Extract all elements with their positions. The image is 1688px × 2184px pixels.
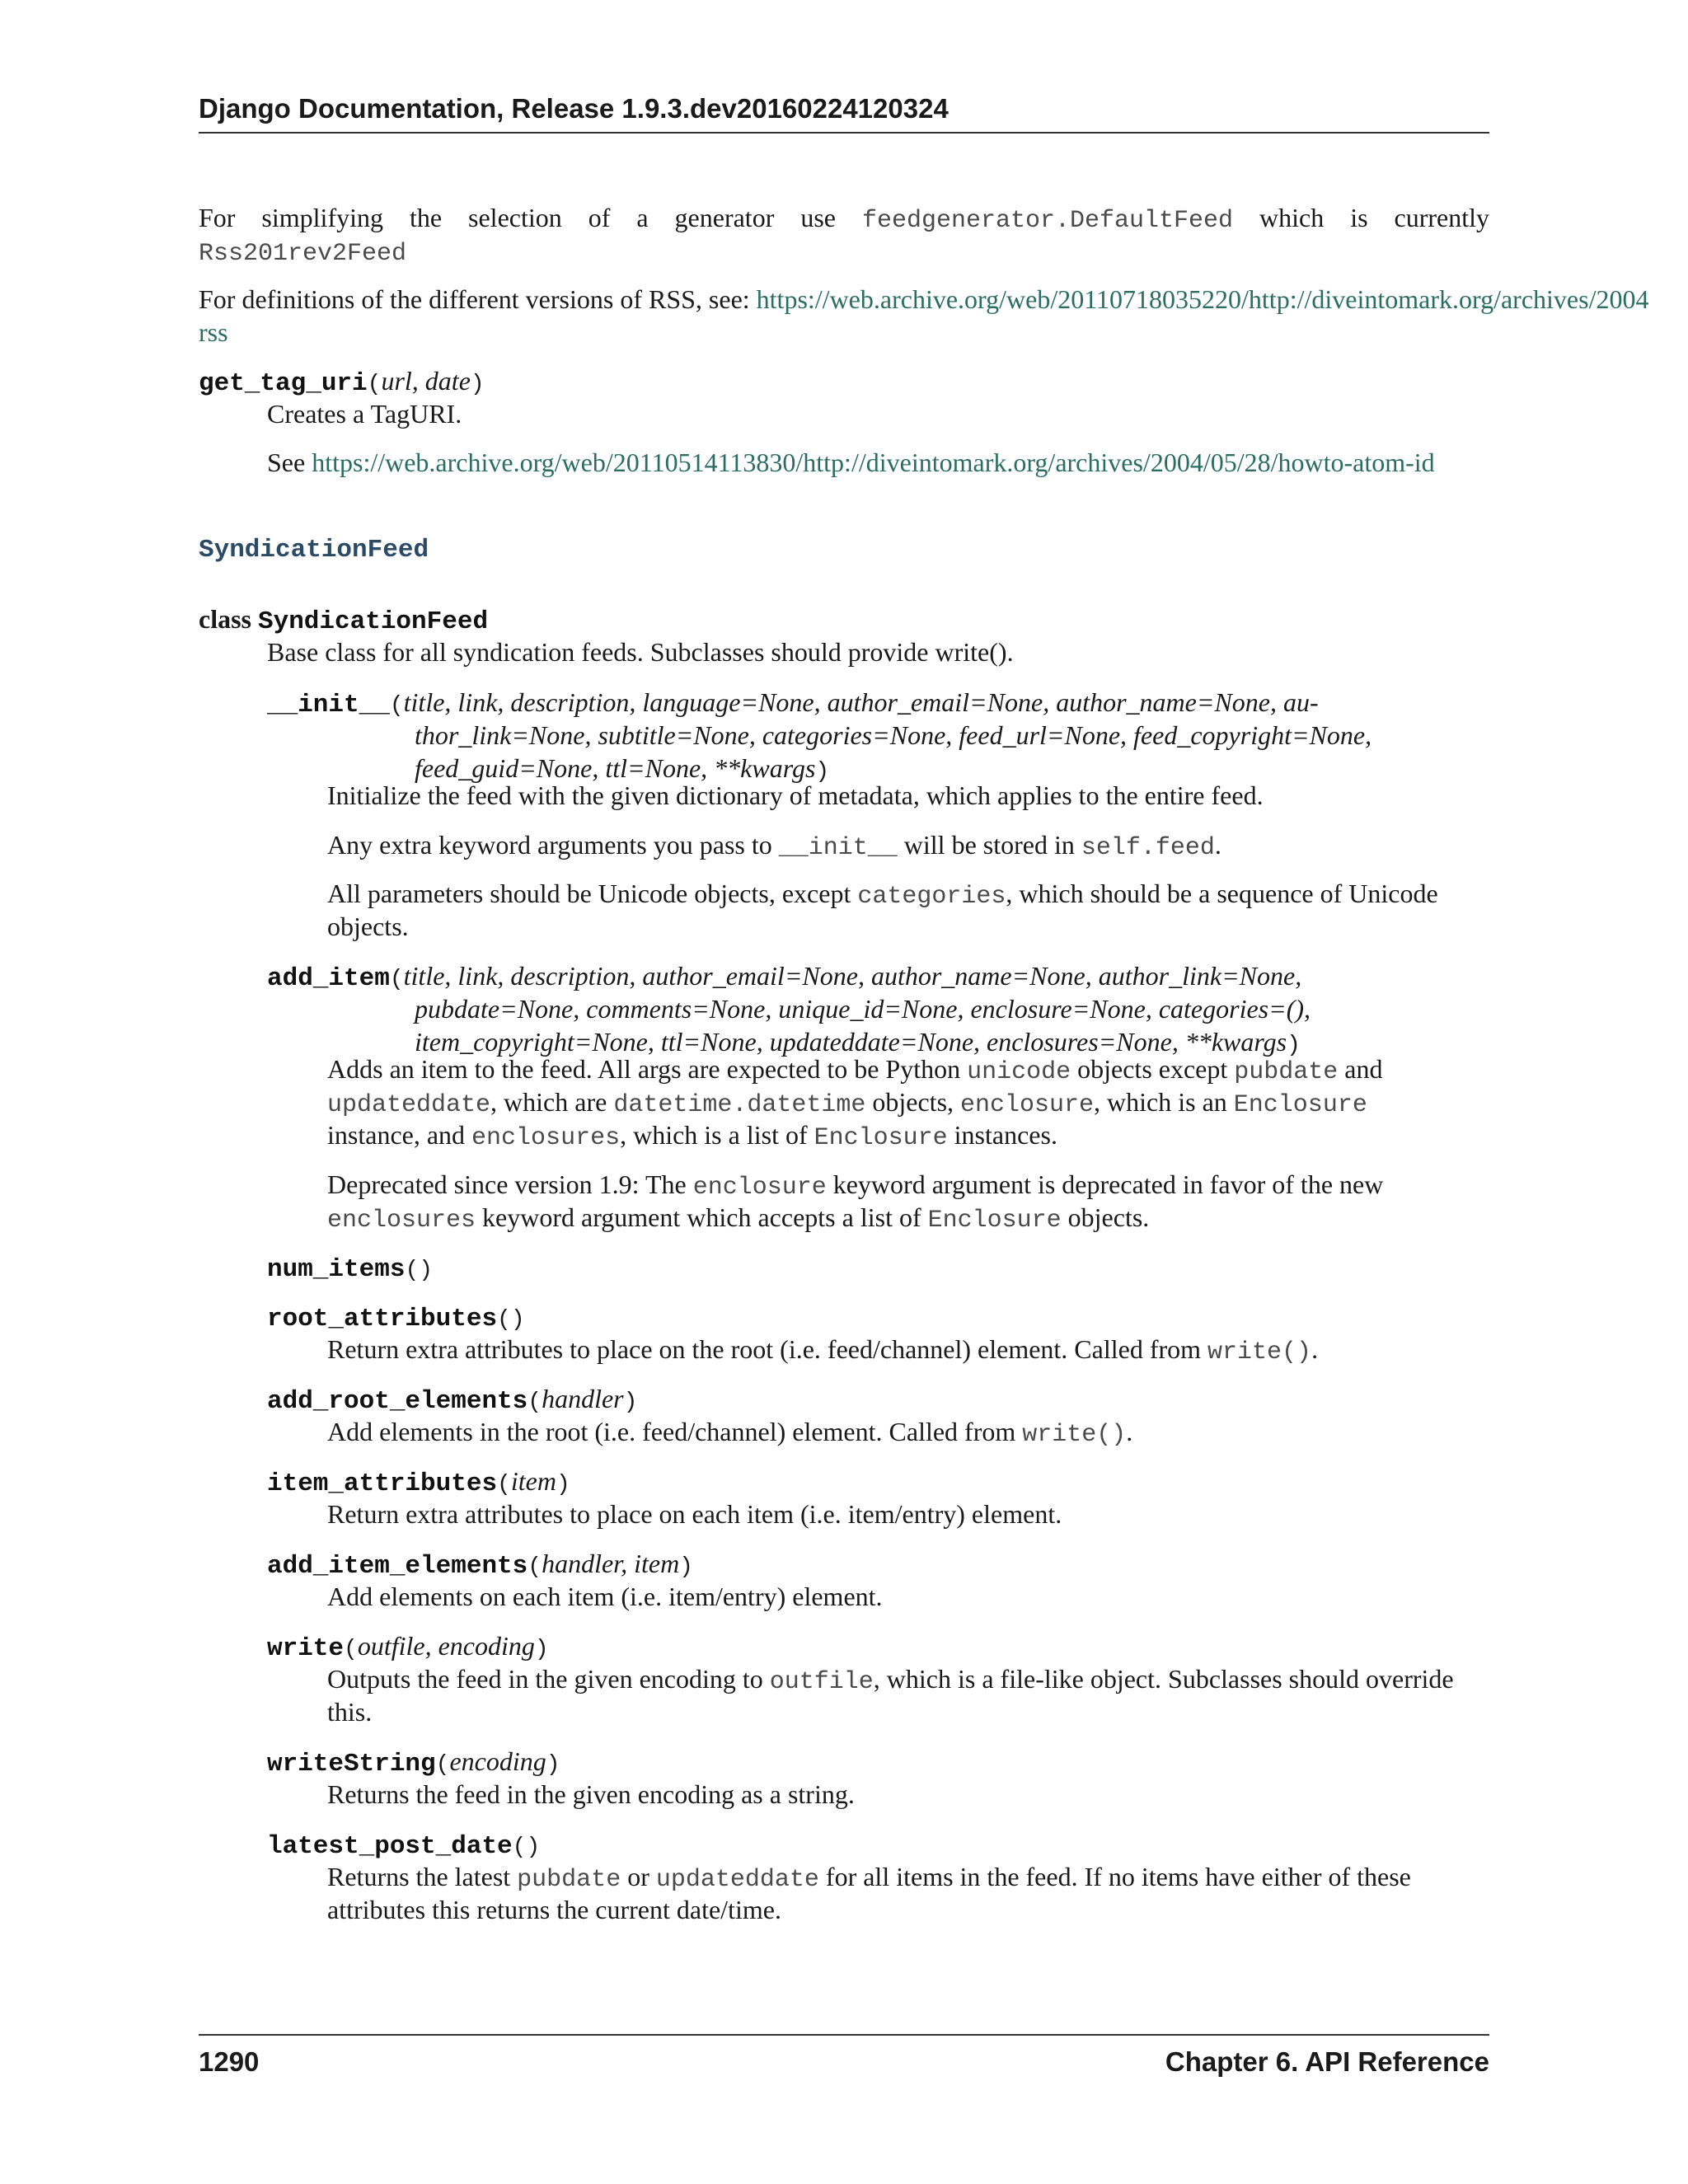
class-name-syndicationfeed[interactable]: SyndicationFeed	[258, 607, 489, 636]
add-root-elements-signature: add_root_elements(handler)	[267, 1384, 638, 1416]
write-desc-line2: this.	[327, 1697, 373, 1727]
root-attributes-signature: root_attributes()	[267, 1305, 525, 1333]
rss-definitions-link-tail[interactable]: rss	[199, 317, 228, 347]
add-item-deprecated-line1: Deprecated since version 1.9: The enclosure keyword argument is deprecated in favor of the new	[327, 1169, 1384, 1202]
chapter-title: Chapter 6. API Reference	[1165, 2046, 1489, 2077]
method-name-num-items[interactable]: num_items	[267, 1255, 406, 1284]
init-desc-3-cont: objects.	[327, 912, 409, 941]
init-signature-line1: __init__(title, link, description, language=None, author_email=None, author_name=None, au-	[267, 687, 1319, 719]
method-name-item-attributes[interactable]: item_attributes	[267, 1469, 498, 1498]
add-item-desc-line3: instance, and enclosures, which is a list of Enclosure instances.	[327, 1120, 1057, 1152]
add-item-desc-line2: updateddate, which are datetime.datetime objects, enclosure, which is an Enclosure	[327, 1087, 1367, 1119]
root-attributes-desc: Return extra attributes to place on the root (i.e. feed/channel) element. Called from write().	[327, 1334, 1319, 1366]
method-name-add-item-elements[interactable]: add_item_elements	[267, 1552, 528, 1581]
init-desc-2: Any extra keyword arguments you pass to __init__ will be stored in self.feed.	[327, 830, 1221, 862]
latest-post-date-desc-line2: attributes this returns the current date/time.	[327, 1895, 781, 1924]
add-item-desc-line1: Adds an item to the feed. All args are expected to be Python unicode objects except pubdate and	[327, 1054, 1383, 1086]
class-keyword: class	[199, 604, 251, 634]
add-item-deprecated-line2: enclosures keyword argument which accepts a list of Enclosure objects.	[327, 1202, 1150, 1235]
method-name-writestring[interactable]: writeString	[267, 1750, 436, 1779]
item-attributes-signature: item_attributes(item)	[267, 1466, 570, 1498]
method-name-get-tag-uri[interactable]: get_tag_uri	[199, 369, 368, 398]
add-item-signature-line2: pubdate=None, comments=None, unique_id=None, enclosure=None, categories=(),	[415, 994, 1311, 1024]
header-title: Django Documentation, Release 1.9.3.dev20160224120324	[199, 93, 949, 124]
page-header	[199, 92, 1489, 134]
init-desc-3: All parameters should be Unicode objects, except categories, which should be a sequence of Unicode	[327, 879, 1438, 911]
method-name-add-root-elements[interactable]: add_root_elements	[267, 1387, 528, 1416]
add-root-elements-desc: Add elements in the root (i.e. feed/channel) element. Called from write().	[327, 1417, 1133, 1449]
class-signature	[199, 602, 488, 639]
write-desc-line1: Outputs the feed in the given encoding to outfile, which is a file-like object. Subclasses should override	[327, 1664, 1454, 1696]
latest-post-date-desc-line1: Returns the latest pubdate or updateddate for all items in the feed. If no items have either of these	[327, 1862, 1411, 1894]
rss-definitions-link[interactable]: https://web.archive.org/web/20110718035220/http://diveintomark.org/archives/2004	[756, 284, 1649, 314]
get-tag-uri-desc: Creates a TagURI.	[267, 399, 462, 429]
add-item-elements-desc: Add elements on each item (i.e. item/entry) element.	[327, 1582, 883, 1611]
latest-post-date-signature: latest_post_date()	[267, 1832, 541, 1861]
writestring-desc: Returns the feed in the given encoding as a string.	[327, 1779, 855, 1809]
page-number: 1290	[199, 2046, 260, 2077]
method-name-root-attributes[interactable]: root_attributes	[267, 1305, 498, 1333]
method-name-latest-post-date[interactable]: latest_post_date	[267, 1832, 513, 1861]
init-signature-line2: thor_link=None, subtitle=None, categories=None, feed_url=None, feed_copyright=None,	[415, 720, 1372, 750]
method-name-add-item[interactable]: add_item	[267, 964, 390, 993]
init-signature-line3: feed_guid=None, ttl=None, **kwargs)	[415, 753, 830, 785]
write-signature: write(outfile, encoding)	[267, 1631, 549, 1663]
page-footer	[199, 2034, 1489, 2079]
item-attributes-desc: Return extra attributes to place on each item (i.e. item/entry) element.	[327, 1499, 1062, 1529]
add-item-elements-signature: add_item_elements(handler, item)	[267, 1549, 693, 1581]
code-default-feed: feedgenerator.DefaultFeed	[861, 207, 1234, 235]
section-title-syndicationfeed[interactable]: SyndicationFeed	[199, 536, 429, 565]
howto-atom-id-link[interactable]: https://web.archive.org/web/20110514113830/http://diveintomark.org/archives/2004/05/28/howto-atom-id	[312, 448, 1435, 477]
add-item-signature-line1: add_item(title, link, description, author_email=None, author_name=None, author_link=None,	[267, 961, 1302, 993]
rss-definitions-paragraph: For definitions of the different versions of RSS, see: https://web.archive.org/web/20110718035220/http://diveintomark.org/archives/2004	[199, 284, 1649, 314]
method-name-write[interactable]: write	[267, 1634, 345, 1663]
get-tag-uri-signature: get_tag_uri(url, date)	[199, 366, 485, 398]
default-feed-paragraph: For simplifying the selection of a generator use feedgenerator.DefaultFeed which is currently	[199, 203, 1490, 235]
rss-definitions-link-cont	[199, 316, 228, 349]
code-rss201rev2feed: Rss201rev2Feed	[199, 240, 407, 268]
num-items-signature: num_items()	[267, 1255, 434, 1284]
class-desc: Base class for all syndication feeds. Subclasses should provide write().	[267, 637, 1014, 667]
method-name-init[interactable]: __init__	[267, 691, 390, 719]
default-feed-class-line	[199, 234, 406, 270]
writestring-signature: writeString(encoding)	[267, 1746, 560, 1779]
add-item-signature-line3: item_copyright=None, ttl=None, updateddate=None, enclosures=None, **kwargs)	[415, 1027, 1301, 1058]
document-page	[199, 0, 1649, 2184]
init-desc-1: Initialize the feed with the given dictionary of metadata, which applies to the entire feed.	[327, 780, 1264, 810]
get-tag-uri-see: See https://web.archive.org/web/20110514113830/http://diveintomark.org/archives/2004/05/28/howto-atom-id	[267, 448, 1435, 477]
